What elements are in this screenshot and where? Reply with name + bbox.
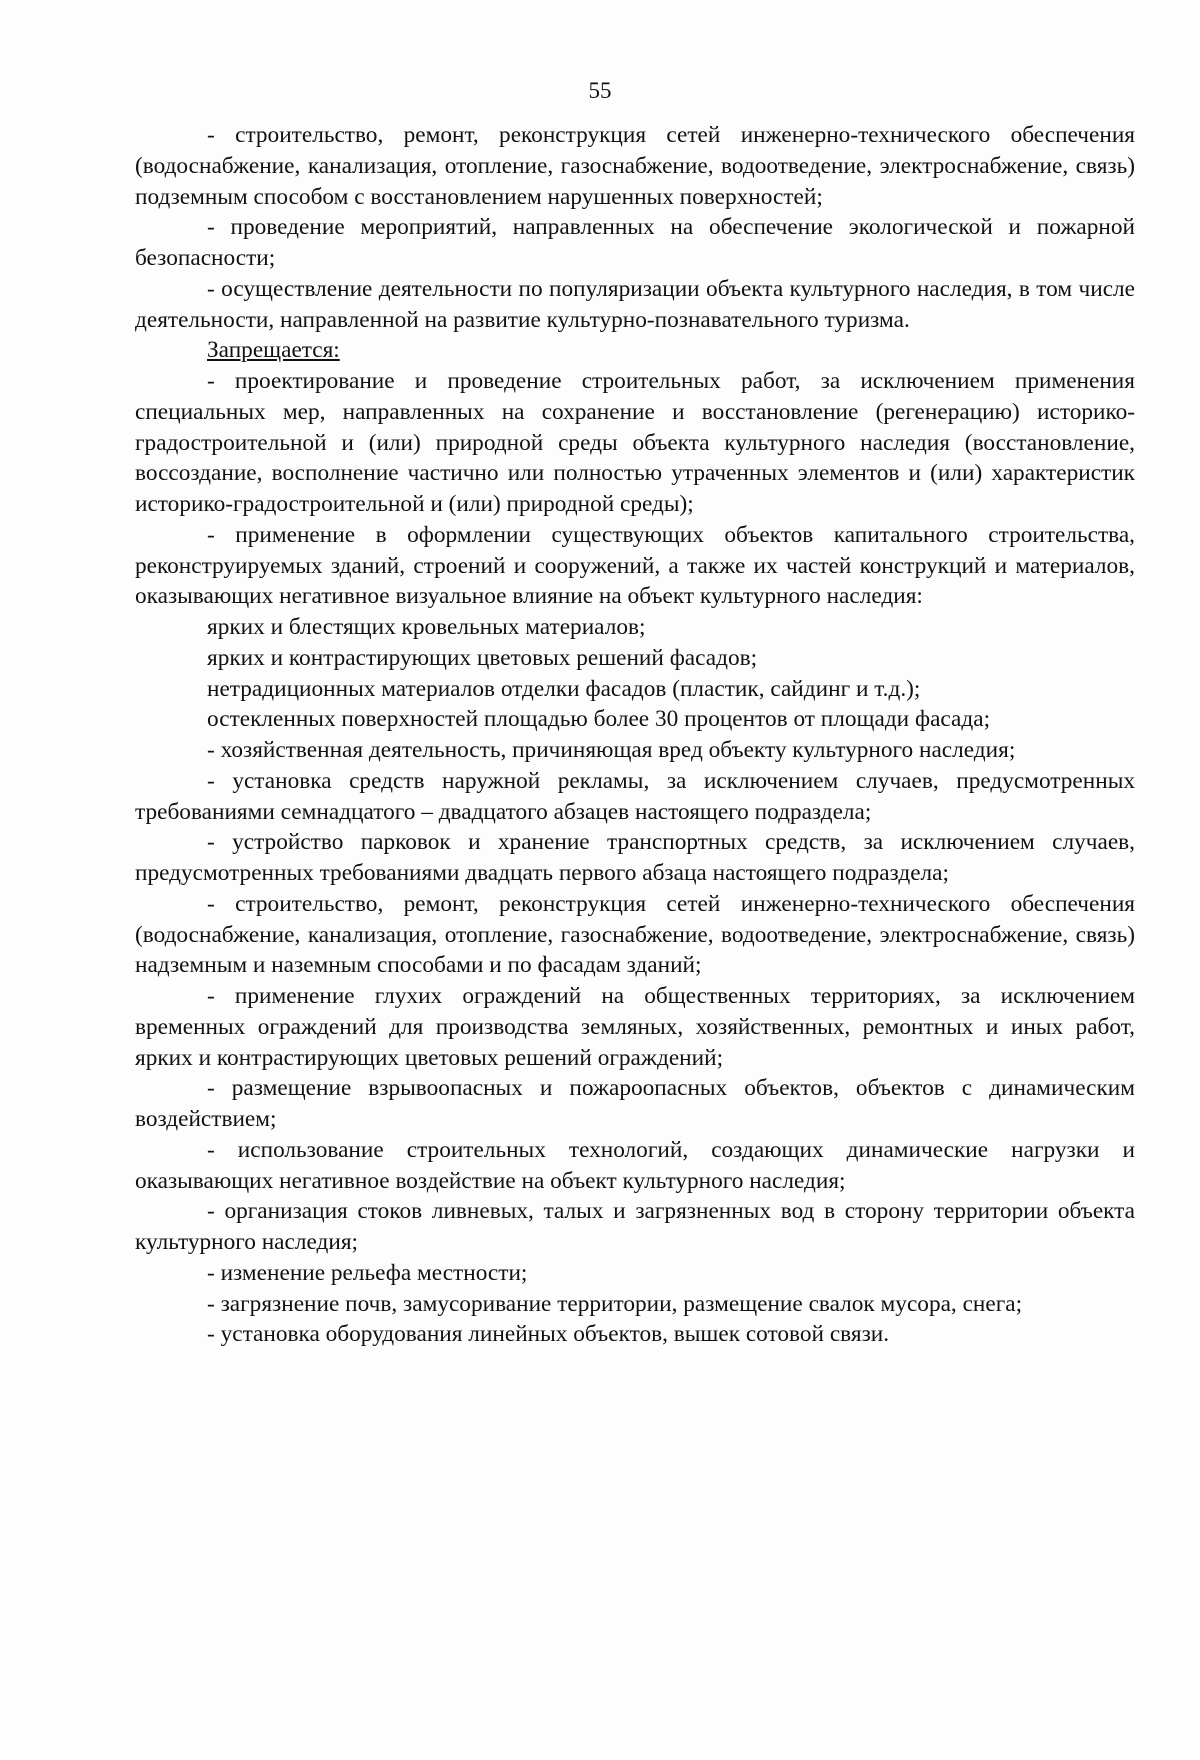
prohibited-item: - использование строительных технологий, создающих динамические нагрузки и оказывающих негативное воздействие на объект культурного наследия; [135, 1136, 1135, 1194]
material-item: нетрадиционных материалов отделки фасадов (пластик, сайдинг и т.д.); [207, 675, 921, 702]
allowed-item: - осуществление деятельности по популяризации объекта культурного наследия, в том числе деятельности, направленной на развитие культурно-познавательного туризма. [135, 275, 1135, 333]
prohibited-item: - размещение взрывоопасных и пожароопасных объектов, объектов с динамическим воздействием; [135, 1075, 1135, 1132]
prohibited-item: - установка оборудования линейных объектов, вышек сотовой связи. [207, 1321, 890, 1348]
prohibited-item: - строительство, ремонт, реконструкция сетей инженерно-технического обеспечения (водоснабжение, канализация, отопление, газоснабжение, водоотведение, электроснабжение, связь) надземным и наземным способами и по фасадам зданий; [135, 890, 1135, 979]
prohibited-heading [135, 335, 1135, 366]
material-item: ярких и контрастирующих цветовых решений фасадов; [207, 644, 758, 671]
allowed-item: - строительство, ремонт, реконструкция сетей инженерно-технического обеспечения (водоснабжение, канализация, отопление, газоснабжение, водоотведение, электроснабжение, связь) подземным способом с восстановлением нарушенных поверхностей; [135, 122, 1135, 210]
prohibited-item: - хозяйственная деятельность, причиняющая вред объекту культурного наследия; [207, 737, 1016, 763]
prohibited-item: - проектирование и проведение строительных работ, за исключением применения специальных мер, направленных на сохранение и восстановление (регенерацию) историко-градостроительной и (или) природной среды объекта культурного наследия (восстановление, воссоздание, восполнение частично или полностью утраченных элементов и (или) характеристик историко-градостроительной и (или) природной среды); [135, 368, 1135, 517]
page-number: 55 [588, 78, 612, 103]
prohibited-item: - организация стоков ливневых, талых и загрязненных вод в сторону территории объекта культурного наследия; [135, 1198, 1135, 1255]
material-item: остекленных поверхностей площадью более 30 процентов от площади фасада; [207, 706, 991, 733]
material-item: ярких и блестящих кровельных материалов; [207, 614, 646, 640]
allowed-item: - проведение мероприятий, направленных на обеспечение экологической и пожарной безопасности; [135, 214, 1135, 271]
prohibited-item: - устройство парковок и хранение транспортных средств, за исключением случаев, предусмотренных требованиями двадцать первого абзаца настоящего подраздела; [135, 829, 1135, 886]
document-body [135, 120, 1135, 1350]
prohibited-heading-text: Запрещается: [207, 337, 340, 364]
prohibited-item: - установка средств наружной рекламы, за исключением случаев, предусмотренных требованиями семнадцатого – двадцатого абзацев настоящего подраздела; [135, 767, 1135, 825]
prohibited-item: - применение в оформлении существующих объектов капитального строительства, реконструируемых зданий, строений и сооружений, а также их частей конструкций и материалов, оказывающих негативное визуальное влияние на объект культурного наследия: [135, 521, 1135, 610]
prohibited-item: - применение глухих ограждений на общественных территориях, за исключением временных ограждений для производства земляных, хозяйственных, ремонтных и иных работ, ярких и контрастирующих цветовых решений ограждений; [135, 983, 1135, 1071]
prohibited-item: - изменение рельефа местности; [207, 1259, 528, 1286]
prohibited-item: - загрязнение почв, замусоривание территории, размещение свалок мусора, снега; [207, 1290, 1023, 1317]
